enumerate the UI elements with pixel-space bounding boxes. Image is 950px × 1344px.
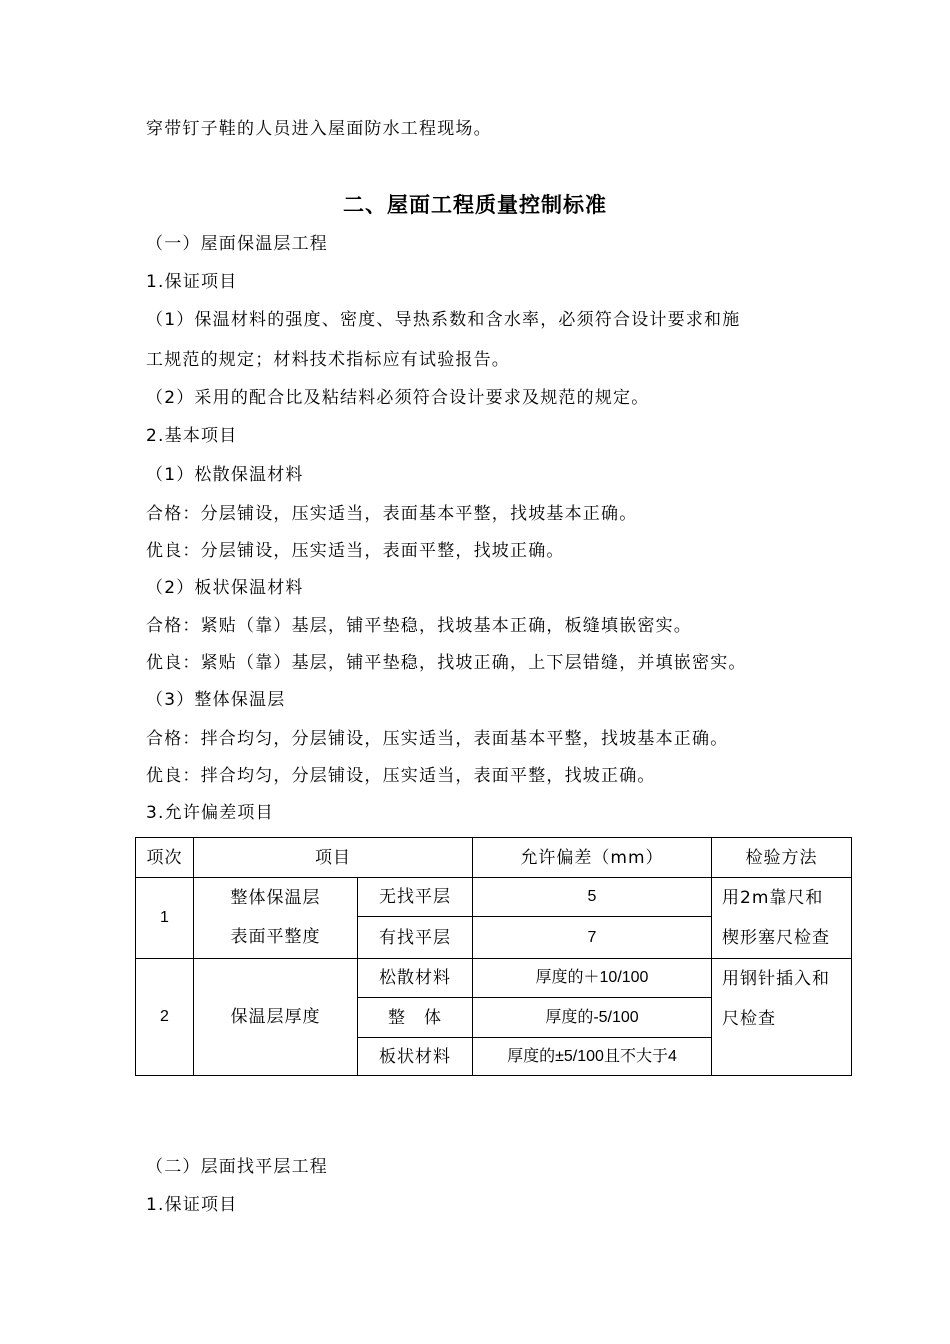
cell-text: 整体保温层 (230, 888, 321, 908)
sub-item-cell: 无找平层 (358, 878, 473, 917)
table-row (136, 959, 852, 998)
item-heading: 2.基本项目 (146, 426, 238, 446)
paragraph: （2）采用的配合比及粘结料必须符合设计要求及规范的规定。 (146, 388, 650, 408)
paragraph: （3）整体保温层 (146, 690, 286, 710)
header-cell: 项目 (194, 838, 473, 878)
value-cell: 厚度的±5/100且不大于4 (473, 1038, 712, 1076)
paragraph: 合格：拌合均匀，分层铺设，压实适当，表面基本平整，找坡基本正确。 (146, 729, 729, 749)
paragraph: （2）板状保温材料 (146, 578, 304, 598)
method-cell (712, 878, 852, 959)
item-heading: 1.保证项目 (146, 272, 238, 292)
subsection-heading: （一）屋面保温层工程 (146, 234, 328, 254)
row-number: 2 (136, 959, 194, 1076)
cell-text: 用钢针插入和 (722, 969, 830, 989)
paragraph: 优良：拌合均匀，分层铺设，压实适当，表面平整，找坡正确。 (146, 766, 656, 786)
tolerance-table (135, 837, 852, 1076)
row-number: 1 (136, 878, 194, 959)
paragraph: 合格：分层铺设，压实适当，表面基本平整，找坡基本正确。 (146, 504, 638, 524)
table-header-row (136, 838, 852, 878)
cell-text: 表面平整度 (230, 927, 321, 947)
subsection-heading: （二）层面找平层工程 (146, 1157, 328, 1177)
header-cell: 允许偏差（mm） (473, 838, 712, 878)
item-heading: 3.允许偏差项目 (146, 803, 274, 823)
sub-item-cell: 板状材料 (358, 1038, 473, 1076)
header-cell: 检验方法 (712, 838, 852, 878)
cell-text: 尺检查 (722, 1009, 776, 1029)
table-row (136, 878, 852, 917)
paragraph: （1）松散保温材料 (146, 465, 304, 485)
paragraph: 合格：紧贴（靠）基层，铺平垫稳，找坡基本正确，板缝填嵌密实。 (146, 616, 692, 636)
paragraph: 优良：分层铺设，压实适当，表面平整，找坡正确。 (146, 541, 565, 561)
value-cell: 5 (473, 878, 712, 917)
paragraph: 穿带钉子鞋的人员进入屋面防水工程现场。 (146, 119, 492, 139)
item-cell (194, 878, 358, 959)
paragraph: （1）保温材料的强度、密度、导热系数和含水率，必须符合设计要求和施 (146, 310, 741, 330)
value-cell: 厚度的＋10/100 (473, 959, 712, 998)
paragraph: 优良：紧贴（靠）基层，铺平垫稳，找坡正确，上下层错缝，并填嵌密实。 (146, 653, 747, 673)
cell-text: 用2m靠尺和 (722, 888, 824, 908)
sub-item-cell: 整 体 (358, 998, 473, 1038)
header-cell: 项次 (136, 838, 194, 878)
section-title: 二、屋面工程质量控制标准 (343, 193, 607, 217)
value-cell: 7 (473, 917, 712, 959)
sub-item-cell: 有找平层 (358, 917, 473, 959)
cell-text: 楔形塞尺检查 (722, 928, 830, 948)
item-cell: 保温层厚度 (194, 959, 358, 1076)
sub-item-cell: 松散材料 (358, 959, 473, 998)
value-cell: 厚度的-5/100 (473, 998, 712, 1038)
paragraph: 工规范的规定；材料技术指标应有试验报告。 (146, 350, 510, 370)
item-heading: 1.保证项目 (146, 1195, 238, 1215)
method-cell (712, 959, 852, 1076)
